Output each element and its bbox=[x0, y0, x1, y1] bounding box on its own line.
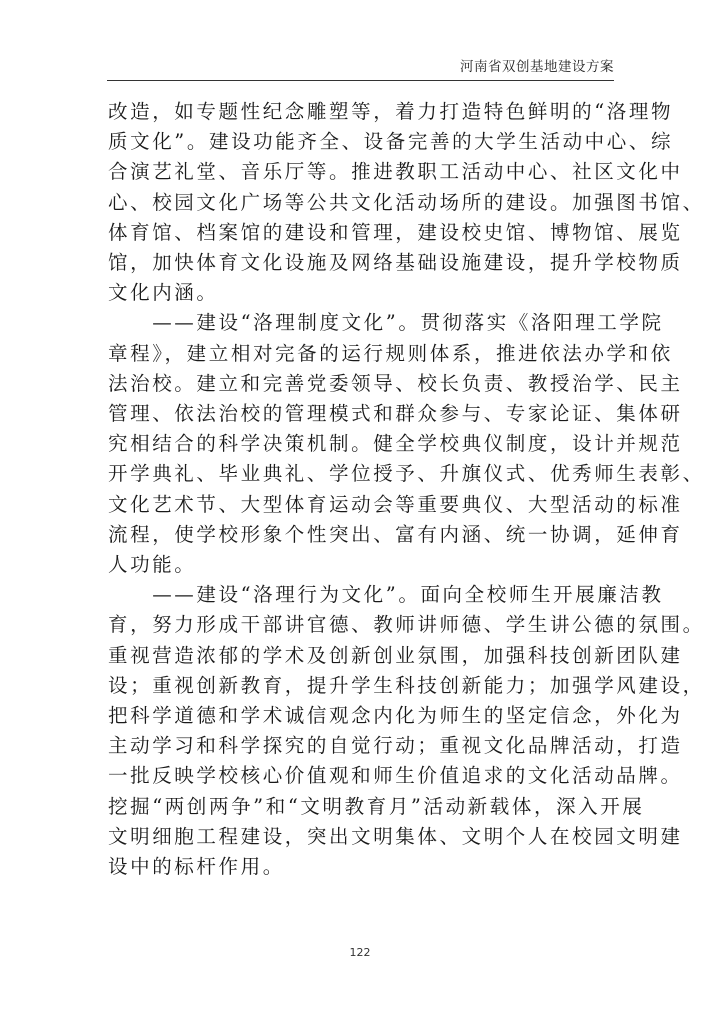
text-line: 质文化”。建设功能齐全、设备完善的大学生活动中心、综 bbox=[108, 130, 674, 154]
text-line: 究相结合的科学决策机制。健全学校典仪制度，设计并规范 bbox=[108, 432, 683, 456]
text-line: 章程》，建立相对完备的运行规则体系，推进依法办学和依 bbox=[108, 341, 673, 365]
text-line: 合演艺礼堂、音乐厅等。推进教职工活动中心、社区文化中 bbox=[108, 160, 683, 184]
paragraph-material-culture bbox=[108, 97, 705, 308]
text-line: 流程，使学校形象个性突出、富有内涵、统一协调，延伸育 bbox=[108, 522, 683, 546]
text-line: 管理、依法治校的管理模式和群众参与、专家论证、集体研 bbox=[108, 402, 683, 426]
text-line: 馆，加快体育文化设施及网络基础设施建设，提升学校物质 bbox=[108, 251, 683, 275]
paragraph-behavioral-culture bbox=[108, 580, 705, 882]
page-number: 122 bbox=[349, 946, 371, 959]
text-line: 重视营造浓郁的学术及创新创业氛围，加强科技创新团队建 bbox=[108, 643, 683, 667]
text-line: 设中的标杆作用。 bbox=[108, 855, 285, 879]
text-line: 开学典礼、毕业典礼、学位授予、升旗仪式、优秀师生表彰、 bbox=[108, 462, 705, 486]
body-text bbox=[108, 97, 705, 882]
text-line: ——建设“洛理制度文化”。贯彻落实《洛阳理工学院 bbox=[108, 311, 664, 335]
text-line: ——建设“洛理行为文化”。面向全校师生开展廉洁教 bbox=[108, 583, 664, 607]
text-line: 挖掘“两创两争”和“文明教育月”活动新载体，深入开展 bbox=[108, 794, 645, 818]
paragraph-institutional-culture bbox=[108, 308, 705, 580]
text-line: 一批反映学校核心价值观和师生价值追求的文化活动品牌。 bbox=[108, 764, 683, 788]
text-line: 文化艺术节、大型体育运动会等重要典仪、大型活动的标准 bbox=[108, 492, 683, 516]
running-header bbox=[107, 57, 614, 81]
text-line: 主动学习和科学探究的自觉行动；重视文化品牌活动，打造 bbox=[108, 734, 683, 758]
text-line: 文明细胞工程建设，突出文明集体、文明个人在校园文明建 bbox=[108, 824, 683, 848]
text-line: 文化内涵。 bbox=[108, 281, 219, 305]
text-line: 把科学道德和学术诚信观念内化为师生的坚定信念，外化为 bbox=[108, 704, 683, 728]
text-line: 法治校。建立和完善党委领导、校长负责、教授治学、民主 bbox=[108, 371, 683, 395]
text-line: 心、校园文化广场等公共文化活动场所的建设。加强图书馆、 bbox=[108, 190, 705, 214]
text-line: 育，努力形成干部讲官德、教师讲师德、学生讲公德的氛围。 bbox=[108, 613, 705, 637]
text-line: 设；重视创新教育，提升学生科技创新能力；加强学风建设， bbox=[108, 673, 705, 697]
text-line: 人功能。 bbox=[108, 553, 197, 577]
text-line: 改造，如专题性纪念雕塑等，着力打造特色鲜明的“洛理物 bbox=[108, 100, 674, 123]
header-title: 河南省双创基地建设方案 bbox=[460, 59, 614, 75]
text-line: 体育馆、档案馆的建设和管理，建设校史馆、博物馆、展览 bbox=[108, 220, 683, 244]
